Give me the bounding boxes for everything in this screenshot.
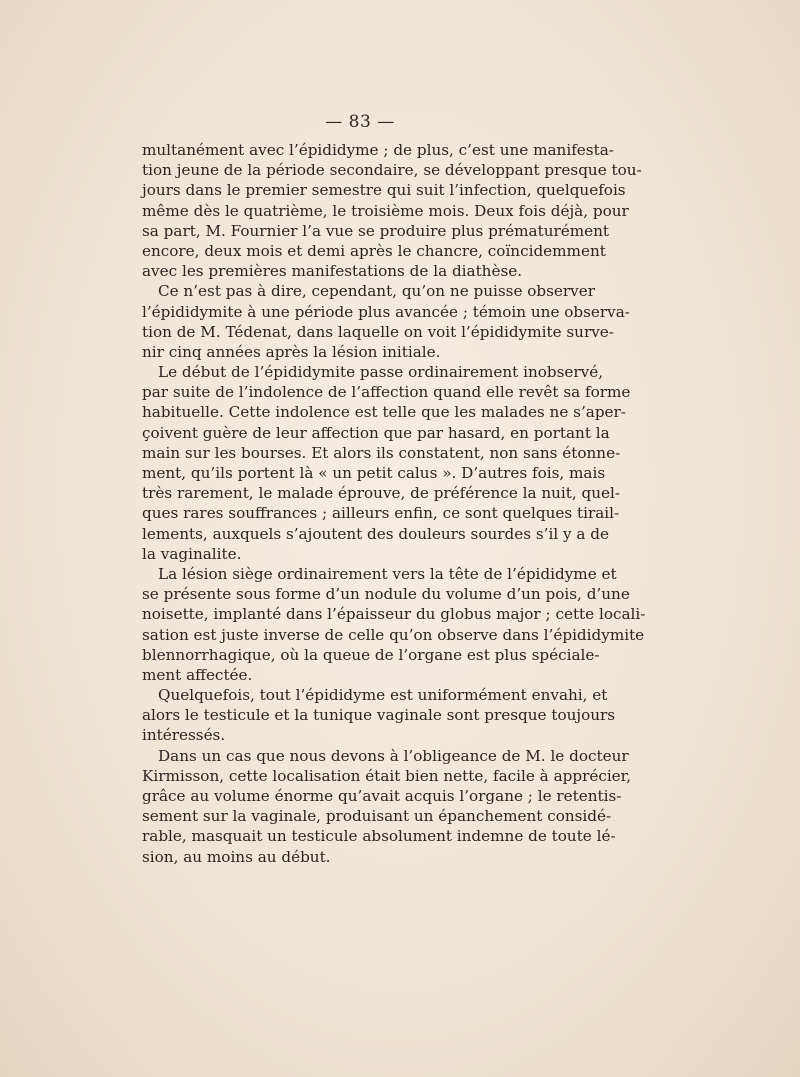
- text-line: sion, au moins au début.: [142, 847, 331, 866]
- text-line: encore, deux mois et demi après le chancre, coïncidemment: [142, 241, 606, 260]
- text-line: ment, qu’ils portent là « un petit calus ». D’autres fois, mais: [142, 464, 606, 482]
- text-line: nir cinq années après la lésion initiale.: [142, 342, 441, 361]
- text-line: ques rares souffrances ; ailleurs enfin, ce sont quelques tirail-: [142, 504, 620, 523]
- text-line: Dans un cas que nous devons à l’obligeance de M. le docteur: [158, 746, 629, 765]
- text-line: rable, masquait un testicule absolument indemne de toute lé-: [142, 827, 616, 846]
- text-line: avec les premières manifestations de la diathèse.: [142, 262, 523, 281]
- body-text: [142, 140, 646, 867]
- text-line: Le début de l’épididymite passe ordinairement inobservé,: [158, 363, 604, 382]
- text-line: très rarement, le malade éprouve, de préférence la nuit, quel-: [142, 484, 621, 503]
- text-line: grâce au volume énorme qu’avait acquis l’organe ; le retentis-: [142, 787, 622, 805]
- text-line: alors le testicule et la tunique vaginale sont presque toujours: [142, 706, 616, 725]
- text-line: tion jeune de la période secondaire, se développant presque tou-: [142, 161, 642, 180]
- text-line: sement sur la vaginale, produisant un épanchement considé-: [142, 807, 612, 826]
- text-line: par suite de l’indolence de l’affection quand elle revêt sa forme: [142, 383, 631, 402]
- text-line: Kirmisson, cette localisation était bien nette, facile à apprécier,: [142, 766, 632, 785]
- text-line: La lésion siège ordinairement vers la tête de l’épididyme et: [158, 564, 617, 583]
- text-line: sa part, M. Fournier l’a vue se produire plus prématurément: [142, 221, 610, 240]
- text-line: noisette, implanté dans l’épaisseur du globus major ; cette locali-: [142, 605, 646, 624]
- text-line: multanément avec l’épididyme ; de plus, c’est une manifesta-: [142, 141, 614, 159]
- text-line: main sur les bourses. Et alors ils constatent, non sans étonne-: [142, 443, 621, 462]
- text-line: ment affectée.: [142, 665, 253, 684]
- text-line: tion de M. Tédenat, dans laquelle on voit l’épididymite surve-: [142, 322, 614, 341]
- text-line: même dès le quatrième, le troisième mois. Deux fois déjà, pour: [142, 201, 629, 220]
- text-line: çoivent guère de leur affection que par hasard, en portant la: [142, 423, 610, 442]
- text-line: sation est juste inverse de celle qu’on observe dans l’épididymite: [142, 625, 645, 644]
- text-line: lements, auxquels s’ajoutent des douleurs sourdes s’il y a de: [142, 524, 610, 543]
- text-line: la vaginalite.: [142, 544, 242, 563]
- text-line: se présente sous forme d’un nodule du volume d’un pois, d’une: [142, 585, 630, 604]
- text-line: Ce n’est pas à dire, cependant, qu’on ne puisse observer: [158, 282, 596, 301]
- text-line: blennorrhagique, où la queue de l’organe est plus spéciale-: [142, 645, 600, 664]
- text-line: jours dans le premier semestre qui suit l’infection, quelquefois: [142, 181, 626, 200]
- text-line: l’épididymite à une période plus avancée ; témoin une observa-: [142, 302, 630, 321]
- text-line: habituelle. Cette indolence est telle que les malades ne s’aper-: [142, 403, 626, 422]
- page-number: — 83 —: [325, 112, 395, 132]
- text-line: Quelquefois, tout l’épididyme est uniformément envahi, et: [158, 686, 608, 705]
- text-line: intéressés.: [142, 726, 226, 745]
